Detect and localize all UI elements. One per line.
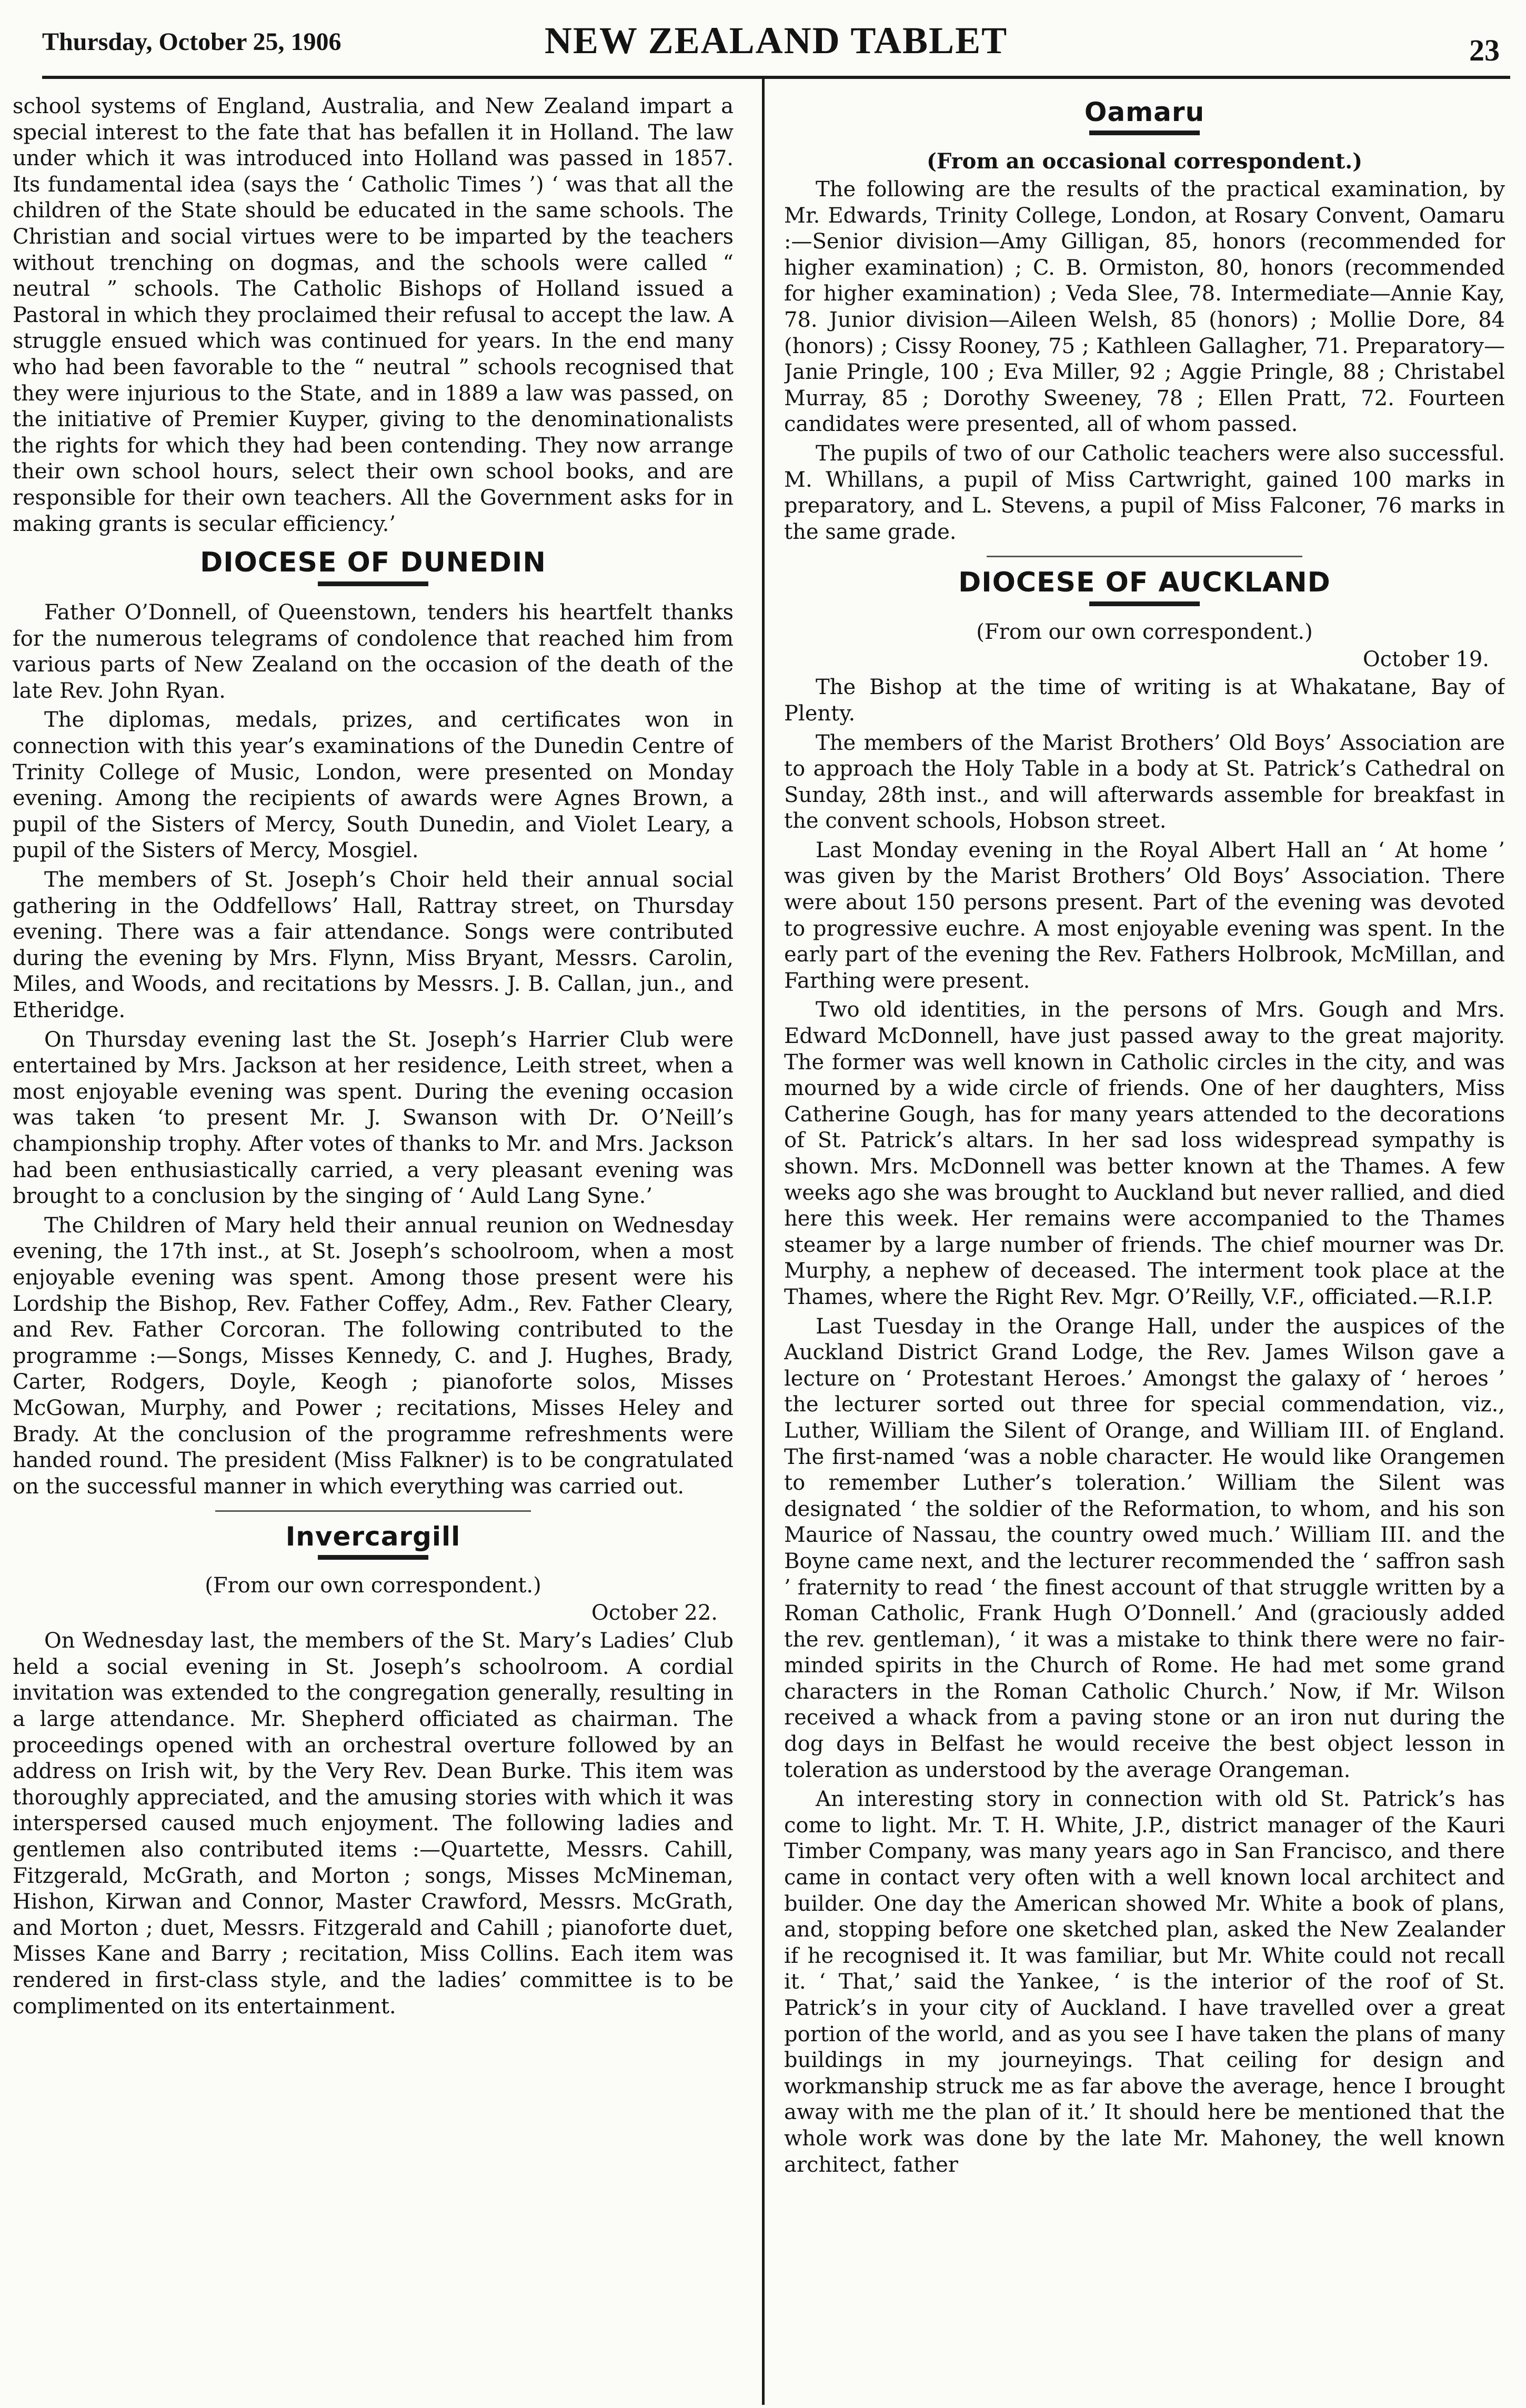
dateline: October 19. — [1362, 647, 1489, 672]
section-title-auckland: DIOCESE OF AUCKLAND — [958, 567, 1331, 599]
section-title-invercargill: Invercargill — [285, 1521, 461, 1552]
correspondent-line: (From an occasional correspondent.) — [926, 149, 1363, 174]
article-paragraph: Two old identities, in the persons of Mrs. Gough and Mrs. Edward McDonnell, have just passed away to the great majority. The former was well known in Catholic circles in the city, and was mourned by a wide circle of friends. One of her daughters, Miss Catherine Gough, has for many years attended to the decorations of St. Patrick’s altars. In her sad loss widespread sympathy is shown. Mrs. McDonnell was better known at the Thames. A few weeks ago she was brought to Auckland but never rallied, and died here this week. Her remains were accompanied to the Thames steamer by a large number of friends. The chief mourner was Dr. Murphy, a nephew of deceased. The interment took place at the Thames, where the Right Rev. Mgr. O’Reilly, V.F., officiated.—R.I.P. — [784, 998, 1505, 1309]
column-divider — [762, 79, 765, 2405]
page-number: 23 — [1469, 33, 1500, 67]
page-header — [42, 18, 1510, 79]
article-paragraph: The pupils of two of our Catholic teachers were also successful. M. Whillans, a pupil of Miss Cartwright, gained 100 marks in preparatory, and L. Stevens, a pupil of Miss Falconer, 76 marks in the same grade. — [784, 441, 1505, 544]
right-column — [784, 94, 1505, 2408]
section-rule — [1089, 601, 1200, 606]
article-paragraph: The diplomas, medals, prizes, and certificates won in connection with this year’s examinations of the Dunedin Centre of Trinity College of Music, London, were presented on Monday evening. Among the recipients of awards were Agnes Brown, a pupil of the Sisters of Mercy, South Dunedin, and Violet Leary, a pupil of the Sisters of Mercy, Mosgiel. — [13, 708, 734, 863]
holland-paragraph: school systems of England, Australia, and New Zealand impart a special interest to the fate that has befallen it in Holland. The law under which it was introduced into Holland was passed in 1857. Its fundamental idea (says the ‘ Catholic Times ’) ‘ was that all the children of the State should be educated in the same schools. The Christian and social virtues were to be imparted by the teachers without trenching on dogmas, and the schools were called “ neutral ” schools. The Catholic Bishops of Holland issued a Pastoral in which they proclaimed their refusal to accept the law. A struggle ensued which was continued for years. In the end many who had been favorable to the “ neutral ” schools recognised that they were injurious to the State, and in 1889 a law was passed, on the initiative of Premier Kuyper, giving to the denominationalists the rights for which they had been contending. They now arrange their own school hours, select their own school books, and are responsible for their own teachers. All the Government asks for in making grants is secular efficiency.’ — [13, 94, 734, 536]
article-paragraph: On Wednesday last, the members of the St. Mary’s Ladies’ Club held a social evening in St. Joseph’s schoolroom. A cordial invitation was extended to the congregation generally, resulting in a large attendance. Mr. Shepherd officiated as chairman. The proceedings opened with an orchestral overture followed by an address on Irish wit, by the Very Rev. Dean Burke. This item was thoroughly appreciated, and the amusing stories with which it was interspersed caused much enjoyment. The following ladies and gentlemen also contributed items :—Quartette, Messrs. Cahill, Fitzgerald, McGrath, and Morton ; songs, Misses McMineman, Hishon, Kirwan and Connor, Master Crawford, Messrs. McGrath, and Morton ; duet, Messrs. Fitzgerald and Cahill ; pianoforte duet, Misses Kane and Barry ; recitation, Miss Collins. Each item was rendered in first-class style, and the ladies’ committee is to be complimented on its entertainment. — [13, 1629, 734, 2019]
article-paragraph: The Bishop at the time of writing is at Whakatane, Bay of Plenty. — [784, 675, 1505, 726]
section-rule — [318, 581, 428, 586]
section-title-oamaru: Oamaru — [1084, 97, 1205, 127]
section-rule — [1089, 131, 1200, 135]
article-paragraph: The Children of Mary held their annual reunion on Wednesday evening, the 17th inst., at St. Joseph’s schoolroom, when a most enjoyable evening was spent. Among those present were his Lordship the Bishop, Rev. Father Coffey, Adm., Rev. Father Cleary, and Rev. Father Corcoran. The following contributed to the programme :—Songs, Misses Kennedy, C. and J. Hughes, Brady, Carter, Rodgers, Doyle, Keogh ; pianoforte solos, Misses McGowan, Murphy, and Power ; recitations, Misses Heley and Brady. At the conclusion of the programme refreshments were handed round. The president (Miss Falkner) is to be congratulated on the successful manner in which everything was carried out. — [13, 1213, 734, 1499]
correspondent-line: (From our own correspondent.) — [976, 620, 1313, 645]
section-title-dunedin: DIOCESE OF DUNEDIN — [200, 547, 546, 579]
article-paragraph: Last Monday evening in the Royal Albert Hall an ‘ At home ’ was given by the Marist Brothers’ Old Boys’ Association. There were about 150 persons present. Part of the evening was devoted to progressive euchre. A most enjoyable evening was spent. In the early part of the evening the Rev. Fathers Holbrook, McMillan, and Farthing were present. — [784, 838, 1505, 993]
left-column — [13, 94, 734, 2408]
masthead: NEW ZEALAND TABLET — [544, 19, 1008, 62]
dateline: October 22. — [591, 1601, 718, 1626]
section-divider — [987, 556, 1302, 557]
correspondent-line: (From our own correspondent.) — [205, 1573, 541, 1598]
article-paragraph: On Thursday evening last the St. Joseph’s Harrier Club were entertained by Mrs. Jackson at her residence, Leith street, when a most enjoyable evening was spent. During the evening occasion was taken ‘to present Mr. J. Swanson with Dr. O’Neill’s championship trophy. After votes of thanks to Mr. and Mrs. Jackson had been enthusiastically carried, a very pleasant evening was brought to a conclusion by the singing of ‘ Auld Lang Syne.’ — [13, 1027, 734, 1209]
article-paragraph: The members of St. Joseph’s Choir held their annual social gathering in the Oddfellows’ Hall, Rattray street, on Thursday evening. There was a fair attendance. Songs were contributed during the evening by Mrs. Flynn, Miss Bryant, Messrs. Carolin, Miles, and Woods, and recitations by Messrs. J. B. Callan, jun., and Etheridge. — [13, 868, 734, 1022]
section-rule — [318, 1555, 428, 1560]
article-paragraph: The members of the Marist Brothers’ Old Boys’ Association are to approach the Holy Table in a body at St. Patrick’s Cathedral on Sunday, 28th inst., and will afterwards assemble for breakfast in the convent schools, Hobson street. — [784, 730, 1505, 834]
article-paragraph: The following are the results of the practical examination, by Mr. Edwards, Trinity College, London, at Rosary Convent, Oamaru :—Senior division—Amy Gilligan, 85, honors (recommended for higher examination) ; C. B. Ormiston, 80, honors (recommended for higher examination) ; Veda Slee, 78. Intermediate—Annie Kay, 78. Junior division—Aileen Welsh, 85 (honors) ; Mollie Dore, 84 (honors) ; Cissy Rooney, 75 ; Kathleen Gallagher, 71. Preparatory—Janie Pringle, 100 ; Eva Miller, 92 ; Aggie Pringle, 88 ; Christabel Murray, 85 ; Dorothy Sweeney, 78 ; Ellen Pratt, 72. Fourteen candidates were presented, all of whom passed. — [784, 177, 1505, 437]
article-paragraph: Father O’Donnell, of Queenstown, tenders his heartfelt thanks for the numerous telegrams of condolence that reached him from various parts of New Zealand on the occasion of the death of the late Rev. John Ryan. — [13, 600, 734, 703]
article-paragraph: Last Tuesday in the Orange Hall, under the auspices of the Auckland District Grand Lodge, the Rev. James Wilson gave a lecture on ‘ Protestant Heroes.’ Amongst the galaxy of ‘ heroes ’ the lecturer sorted out three for special commendation, viz., Luther, William the Silent of Orange, and William III. of England. The first-named ‘was a noble character. He would like Orangemen to remember Luther’s toleration.’ William the Silent was designated ‘ the soldier of the Reformation, to whom, and his son Maurice of Nassau, the country owed much.’ William III. and the Boyne came next, and the lecturer recommended the ‘ saffron sash ’ fraternity to read ‘ the finest account of that struggle written by a Roman Catholic, Frank Hugh O’Donnell.’ And (graciously added the rev. gentleman), ‘ it was a mistake to think there were no fair-minded spirits in the Church of Rome. He had met some grand characters in the Roman Catholic Church.’ Now, if Mr. Wilson received a whack from a paving stone or an iron nut during the dog days in Belfast he would receive the best object lesson in toleration as understood by the average Orangeman. — [784, 1314, 1505, 1782]
article-paragraph: An interesting story in connection with old St. Patrick’s has come to light. Mr. T. H. White, J.P., district manager of the Kauri Timber Company, was many years ago in San Francisco, and there came in contact very often with a well known local architect and builder. One day the American showed Mr. White a book of plans, and, stopping before one sketched plan, asked the New Zealander if he recognised it. It was familiar, but Mr. White could not recall it. ‘ That,’ said the Yankee, ‘ is the interior of the roof of St. Patrick’s in your city of Auckland. I have travelled over a great portion of the world, and as you see I have taken the plans of many buildings in my journeyings. That ceiling for design and workmanship struck me as far above the average, hence I brought away with me the plan of it.’ It should here be mentioned that the whole work was done by the late Mr. Mahoney, the well known architect, father — [784, 1787, 1505, 2177]
issue-date: Thursday, October 25, 1906 — [42, 28, 342, 56]
section-divider — [215, 1510, 531, 1512]
